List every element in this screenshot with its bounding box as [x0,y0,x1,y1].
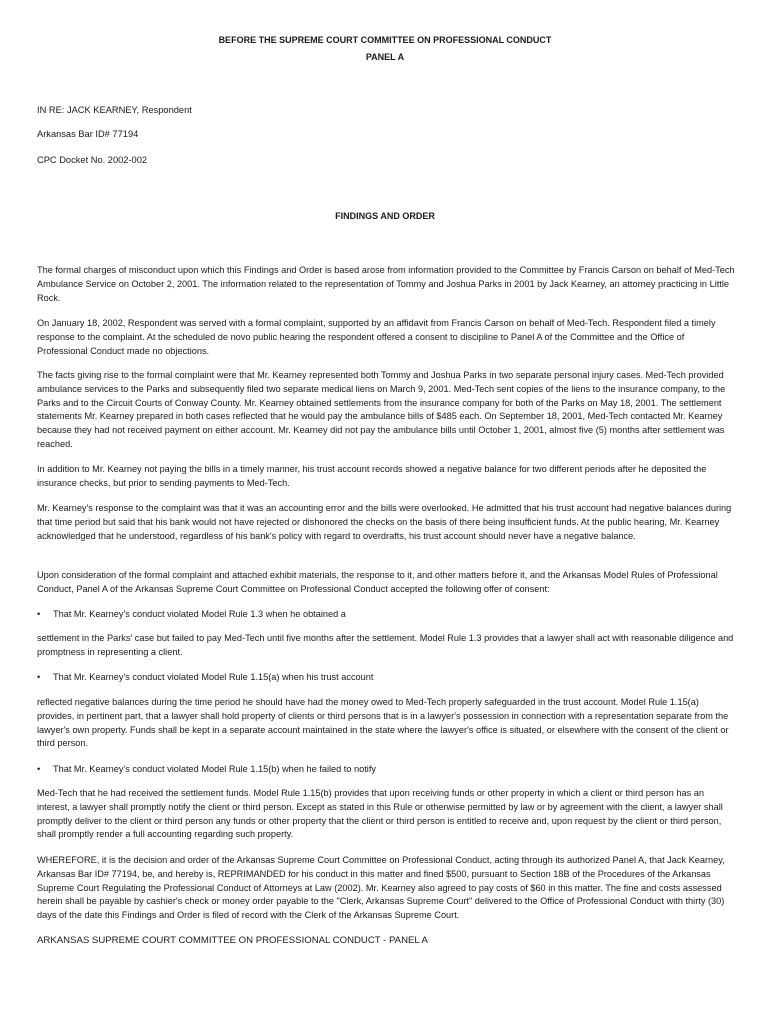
bullet-marker: • [37,609,41,619]
panel-label: PANEL A [365,52,405,62]
bullet-text: That Mr. Kearney's conduct violated Model Rule 1.15(a) when his trust account [53,672,374,682]
bullet-rule-1-15a [37,672,373,682]
paragraph-trust-account: In addition to Mr. Kearney not paying the bills in a timely manner, his trust account records showed a negative balance for two different periods after he deposited the insurance checks, but prior to sending payments to Med-Tech. [37,464,707,488]
paragraph-consideration: Upon consideration of the formal complaint and attached exhibit materials, the response to it, and other matters before it, and the Arkansas Model Rules of Professional Conduct, Panel A of the Arkansas Supreme Court Committee on Professional Conduct accepted the following offer of consent: [37,570,718,594]
in-re-line: IN RE: JACK KEARNEY, Respondent [37,105,192,115]
bullet-text: That Mr. Kearney's conduct violated Model Rule 1.15(b) when he failed to notify [53,764,376,774]
bar-id-line: Arkansas Bar ID# 77194 [37,129,139,139]
paragraph-facts: The facts giving rise to the formal complaint were that Mr. Kearney represented both Tommy and Joshua Parks in two separate personal injury cases. Med-Tech provided ambulance services to the Parks and subsequently filed two separate medical liens on March 9, 2001. Med-Tech sent copies of the liens to the insurance company, to the Parks and to the Circuit Courts of Conway County. Mr. Kearney obtained settlements from the insurance company for both of the Parks on May 18, 2001. The settlement statements Mr. Kearney prepared in both cases reflected that he would pay the ambulance bills of $485 each. On September 18, 2001, Med-Tech contacted Mr. Kearney because they had not received payment on either account. Mr. Kearney did not pay the ambulance bills until October 1, 2001, almost five (5) months after settlement was reached. [37,370,726,449]
document-title: BEFORE THE SUPREME COURT COMMITTEE ON PROFESSIONAL CONDUCT [218,35,552,45]
bullet-rule-1-3 [37,609,346,619]
docket-line: CPC Docket No. 2002-002 [37,155,148,165]
bullet-continuation: settlement in the Parks' case but failed to pay Med-Tech until five months after the settlement. Model Rule 1.3 provides that a lawyer shall act with reasonable diligence and promptness in representing a client. [37,633,734,657]
bullet-marker: • [37,672,41,682]
paragraph-response: Mr. Kearney's response to the complaint was that it was an accounting error and the bills were overlooked. He admitted that his trust account had negative balances during that time period but said that his bank would not have rejected or dishonored the checks on the basis of there being insufficient funds. At the public hearing, Mr. Kearney acknowledged that he understood, regardless of his bank's policy with regard to overdrafts, his trust account should never have a negative balance. [37,503,732,541]
bullet-text: That Mr. Kearney's conduct violated Model Rule 1.3 when he obtained a [53,609,346,619]
bullet-continuation: Med-Tech that he had received the settlement funds. Model Rule 1.15(b) provides that upon receiving funds or other property in which a client or third person has an interest, a lawyer shall promptly notify the client or third person. Except as stated in this Rule or otherwise permitted by law or by agreement with the client, a lawyer shall promptly deliver to the client or third person any funds or other property that the client or third person is entitled to receive and, upon request by the client or third person, shall promptly render a full accounting regarding such property. [37,788,723,840]
bullet-marker: • [37,764,41,774]
section-title: FINDINGS AND ORDER [335,211,435,221]
bullet-rule-1-15b [37,764,376,774]
bullet-continuation: reflected negative balances during the time period he should have had the money owed to Med-Tech properly safeguarded in the trust account. Model Rule 1.15(a) provides, in pertinent part, that a lawyer shall hold property of clients or third persons that is in a lawyer's possession in connection with a representation separate from the lawyer's own property. Funds shall be kept in a separate account maintained in the state where the lawyer's office is situated, or elsewhere with the consent of the client or third person. [37,697,729,749]
paragraph-complaint: On January 18, 2002, Respondent was served with a formal complaint, supported by an affidavit from Francis Carson on behalf of Med-Tech. Respondent filed a timely response to the complaint. At the scheduled de novo public hearing the respondent offered a consent to discipline to Panel A of the Committee and the Office of Professional Conduct made no objections. [37,318,716,356]
footer-signature: ARKANSAS SUPREME COURT COMMITTEE ON PROFESSIONAL CONDUCT - PANEL A [37,935,428,946]
paragraph-charges: The formal charges of misconduct upon which this Findings and Order is based arose from information provided to the Committee by Francis Carson on behalf of Med-Tech Ambulance Service on October 2, 2001. The information related to the representation of Tommy and Joshua Parks in 2001 by Jack Kearney, an attorney practicing in Little Rock. [37,265,735,303]
paragraph-wherefore: WHEREFORE, it is the decision and order of the Arkansas Supreme Court Committee on Professional Conduct, acting through its authorized Panel A, that Jack Kearney, Arkansas Bar ID# 77194, be, and hereby is, REPRIMANDED for his conduct in this matter and fined $500, pursuant to Section 18B of the Procedures of the Arkansas Supreme Court Regulating the Professional Conduct of Attorneys at Law (2002). Mr. Kearney also agreed to pay costs of $60 in this matter. The fine and costs assessed herein shall be payable by cashier's check or money order payable to the "Clerk, Arkansas Supreme Court" delivered to the Office of Professional Conduct with thirty (30) days of the date this Findings and Order is filed of record with the Clerk of the Arkansas Supreme Court. [37,855,725,921]
